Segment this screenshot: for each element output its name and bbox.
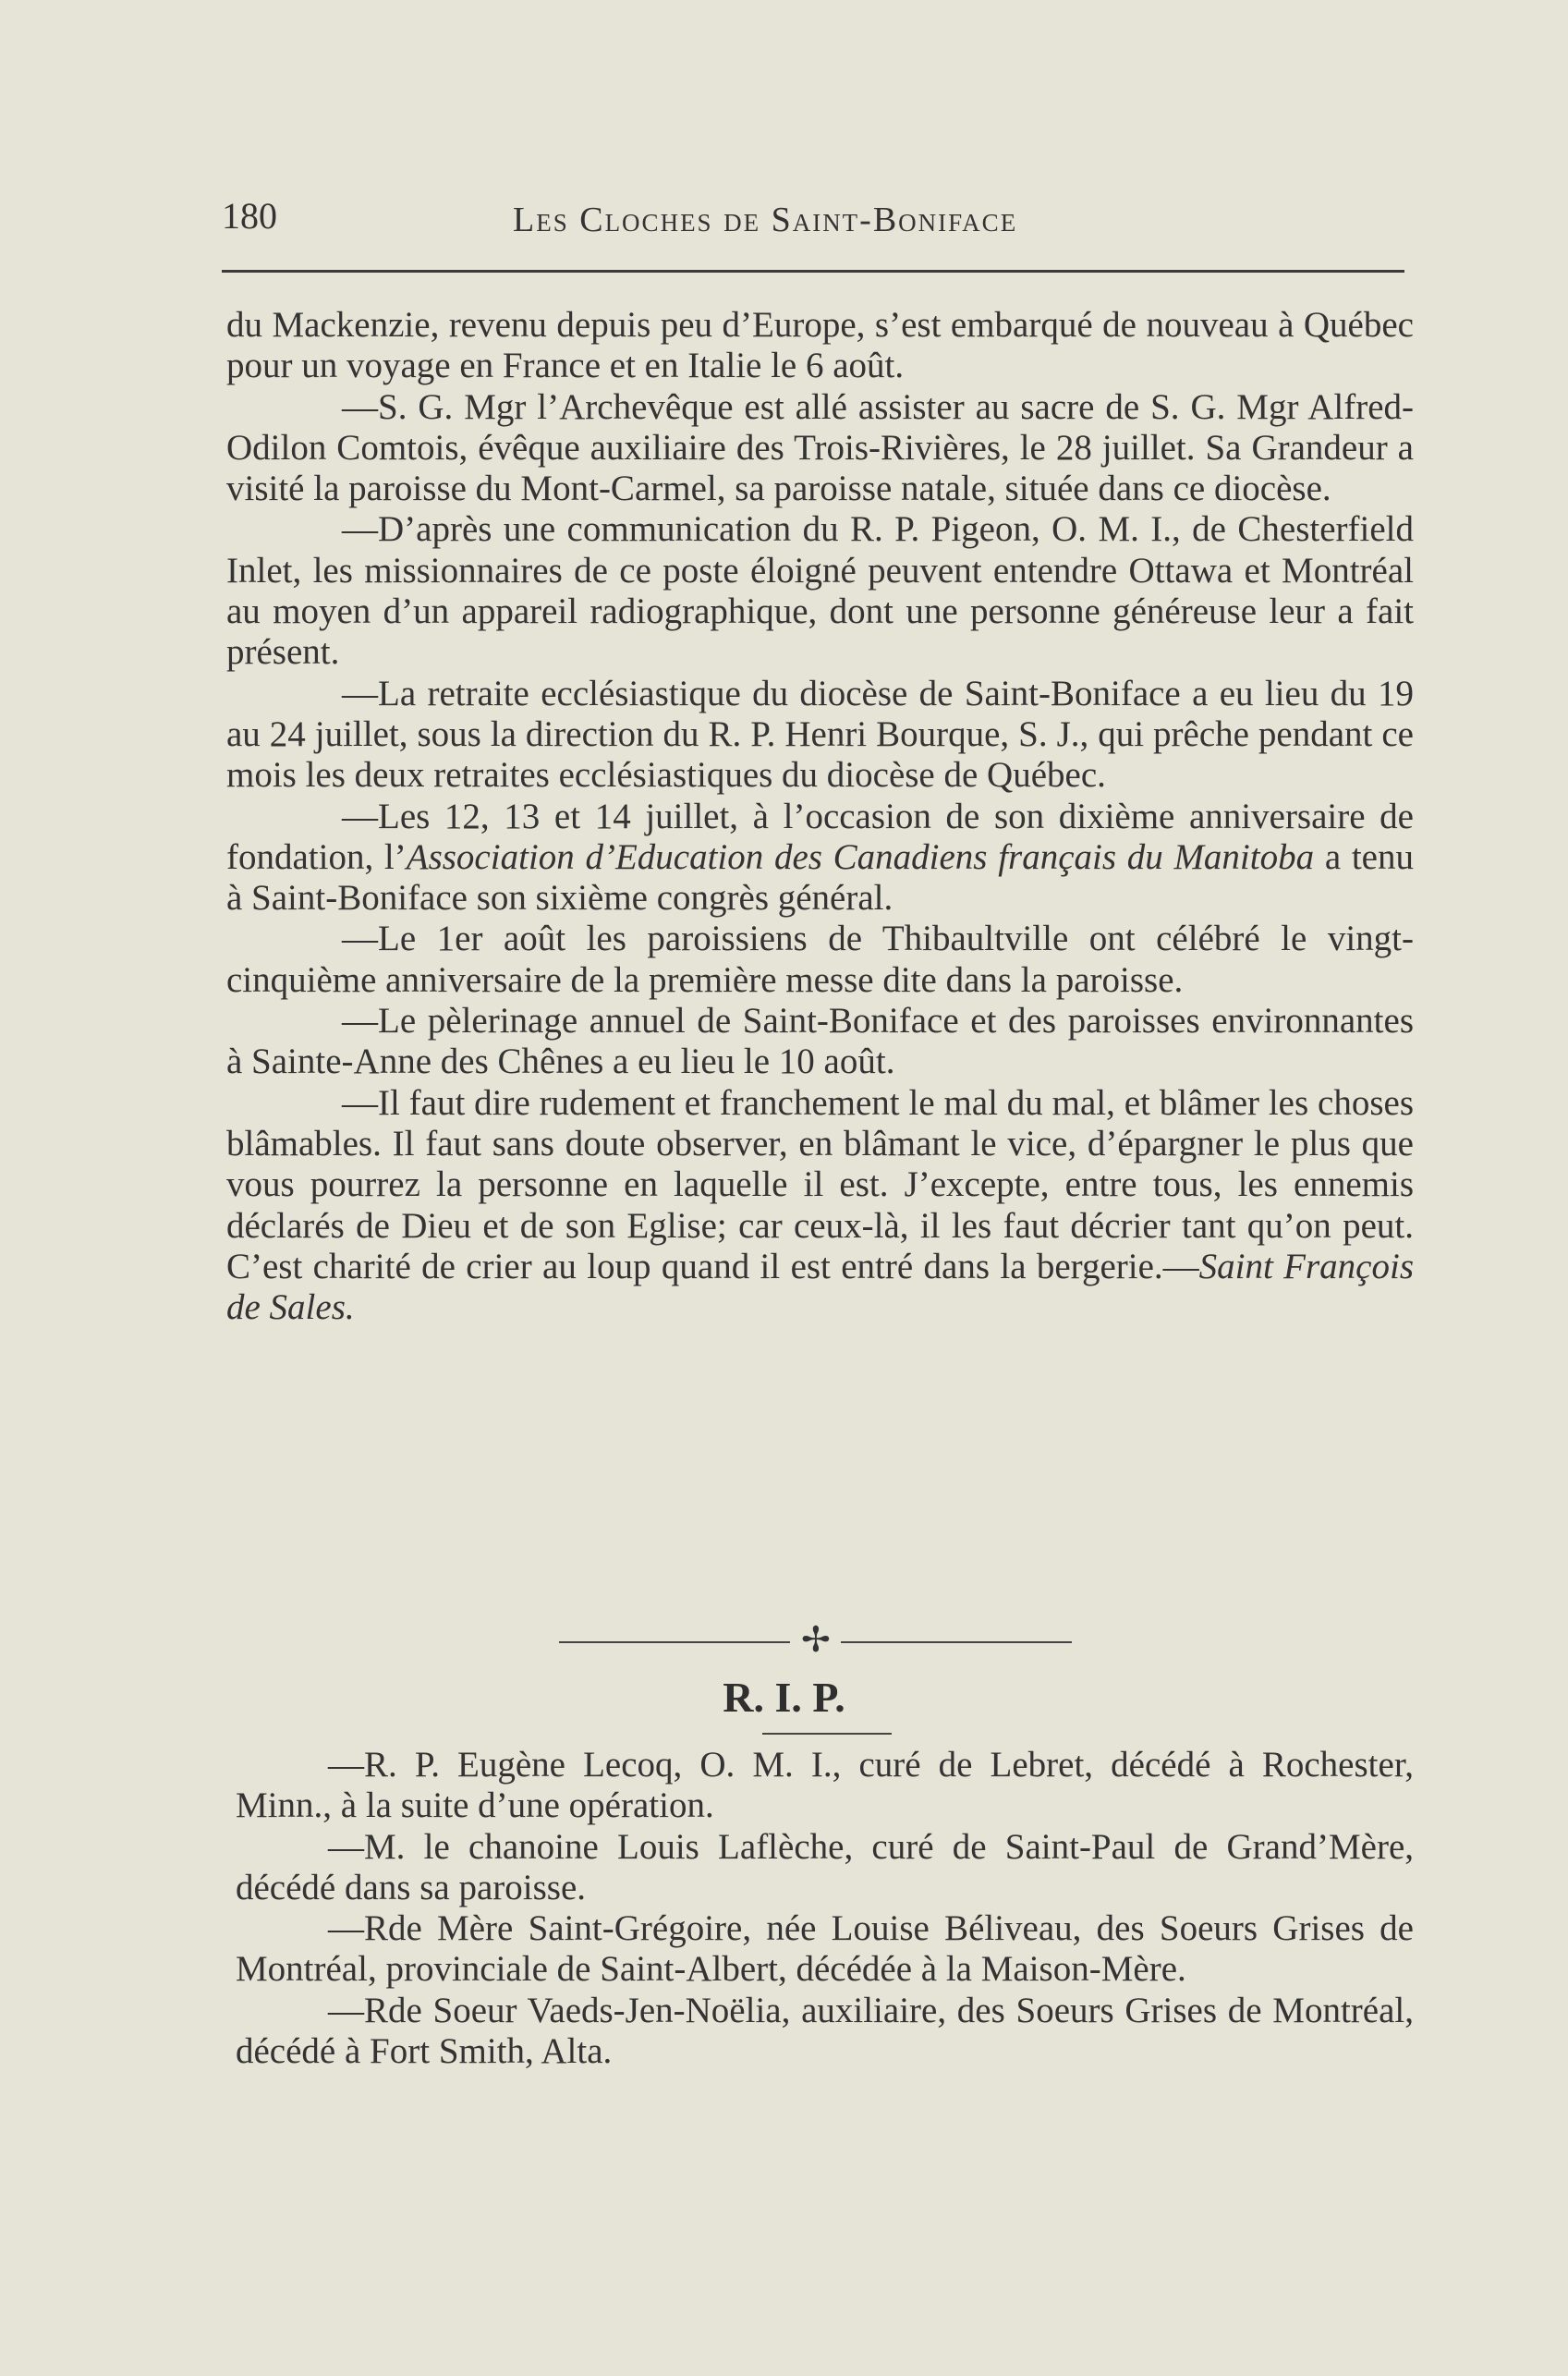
paragraph-text: a tenu à Saint-Boniface son sixième congrès général. <box>226 836 1414 919</box>
association-name: Association d’Education des Canadiens français du Manitoba <box>406 836 1315 877</box>
paragraph: —Le pèlerinage annuel de Saint-Boniface et des paroisses environnantes à Sainte-Anne des Chênes a eu lieu le 10 août. <box>226 1001 1414 1082</box>
section-divider <box>559 1623 1072 1660</box>
obituary-entry: —Rde Soeur Vaeds-Jen-Noëlia, auxiliaire, des Soeurs Grises de Montréal, décédé à Fort Smith, Alta. <box>236 1990 1414 2072</box>
obituary-entry: —M. le chanoine Louis Laflèche, curé de Saint-Paul de Grand’Mère, décédé dans sa paroisse. <box>236 1826 1414 1907</box>
paragraph: —Le 1er août les paroissiens de Thibaultville ont célébré le vingt-cinquième anniversaire de la première messe dite dans la paroisse. <box>226 919 1414 1000</box>
paragraph: —La retraite ecclésiastique du diocèse de Saint-Boniface a eu lieu du 19 au 24 juillet, sous la direction du R. P. Henri Bourque, S. J., qui prêche pendant ce mois les deux retraites ecclésiastiques du diocèse de Québec. <box>226 673 1414 796</box>
obituary-entry: —R. P. Eugène Lecoq, O. M. I., curé de Lebret, décédé à Rochester, Minn., à la suite d’une opération. <box>236 1745 1414 1826</box>
obituary-entry: —Rde Mère Saint-Grégoire, née Louise Béliveau, des Soeurs Grises de Montréal, provinciale de Saint-Albert, décédée à la Maison-Mère. <box>236 1908 1414 1990</box>
divider-line-left <box>559 1641 790 1643</box>
paragraph: —S. G. Mgr l’Archevêque est allé assister au sacre de S. G. Mgr Alfred-Odilon Comtois, évêque auxiliaire des Trois-Rivières, le 28 juillet. Sa Grandeur a visité la paroisse du Mont-Carmel, sa paroisse natale, située dans ce diocèse. <box>226 386 1414 509</box>
paragraph <box>226 797 1414 920</box>
paragraph: —D’après une communication du R. P. Pigeon, O. M. I., de Chesterfield Inlet, les missionnaires de ce poste éloigné peuvent entendre Ottawa et Montréal au moyen d’un appareil radiographique, dont une personne généreuse leur a fait présent. <box>226 509 1414 673</box>
quotation-attribution: Saint François de Sales. <box>226 1246 1414 1328</box>
paragraph <box>226 1083 1414 1329</box>
divider-line-right <box>841 1641 1072 1643</box>
paragraph-text: —Les 12, 13 et 14 juillet, à l’occasion de son dixième anniversaire de fondation, l’ <box>226 796 1414 877</box>
page-number: 180 <box>222 195 277 237</box>
paragraph: du Mackenzie, revenu depuis peu d’Europe, s’est embarqué de nouveau à Québec pour un voyage en France et en Italie le 6 août. <box>226 305 1414 386</box>
news-section <box>226 305 1414 1328</box>
cross-ornament-icon: ✢ <box>801 1621 831 1660</box>
quotation-text: —Il faut dire rudement et franchement le mal du mal, et blâmer les choses blâmables. Il faut sans doute observer, en blâmant le vice, d’épargner le plus que vous pourrez la personne en laquelle il est. J’excepte, entre tous, les ennemis déclarés de Dieu et de son Eglise; car ceux-là, il les faut décrier tant qu’on peut. C’est charité de crier au loup quand il est entré dans la bergerie.— <box>226 1082 1414 1286</box>
header-rule <box>222 270 1404 273</box>
rip-heading: R. I. P. <box>723 1674 845 1721</box>
obituary-list <box>236 1745 1414 2072</box>
rip-heading-rule <box>762 1733 892 1735</box>
running-head: Les Cloches de Saint-Boniface <box>513 201 1018 239</box>
